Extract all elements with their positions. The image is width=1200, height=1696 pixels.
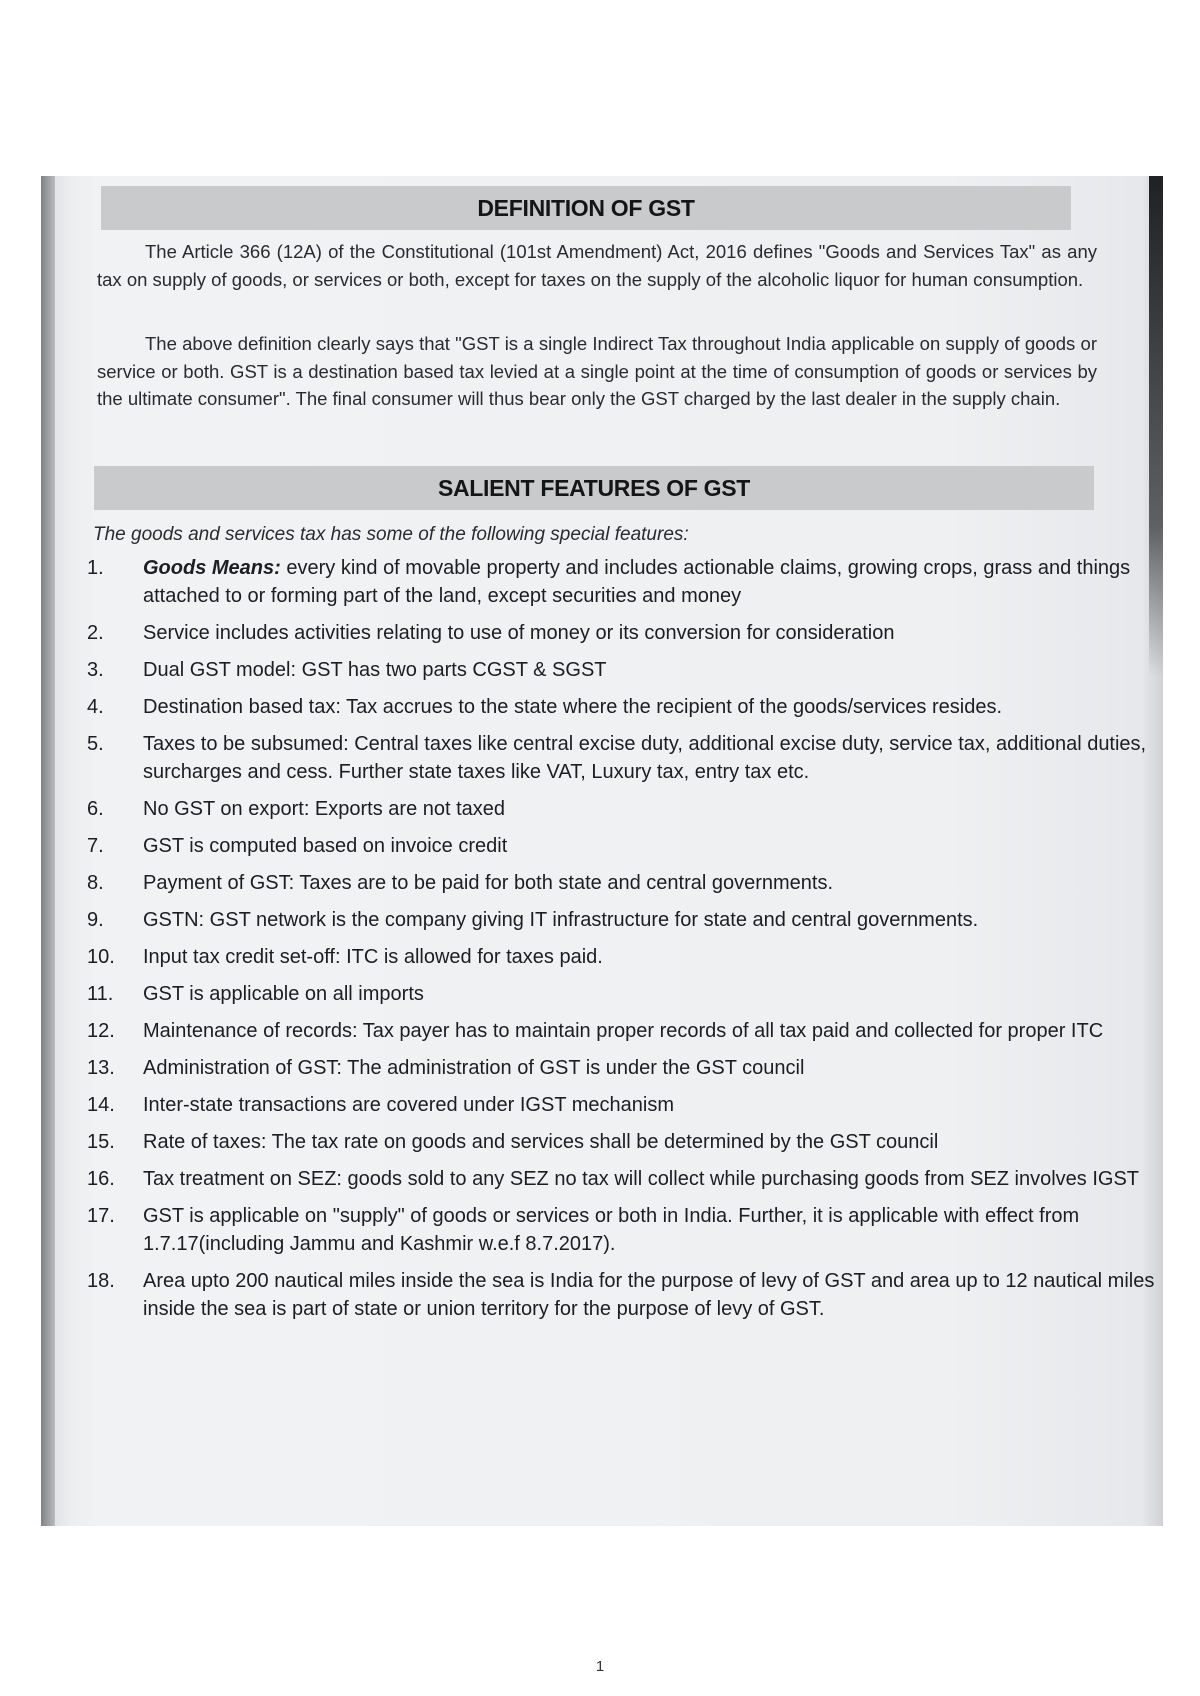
list-item-number: 15. [87, 1131, 115, 1153]
salient-features-heading: SALIENT FEATURES OF GST [94, 466, 1094, 510]
list-item [87, 619, 1162, 647]
list-item-text [143, 1202, 1162, 1258]
list-item-body: Taxes to be subsumed: Central taxes like central excise duty, additional excise duty, service tax, additional duties, surcharges and cess. Further state taxes like VAT, Luxury tax, entry tax etc. [143, 733, 1147, 783]
list-item [87, 795, 1162, 823]
list-item-number: 9. [87, 909, 104, 931]
list-item [87, 656, 1162, 684]
list-item-body: GSTN: GST network is the company giving IT infrastructure for state and central governments. [143, 909, 979, 931]
list-item-text [143, 693, 1162, 721]
list-item [87, 943, 1162, 971]
list-item-text [143, 730, 1162, 786]
list-item-text [143, 1017, 1162, 1045]
definition-heading: DEFINITION OF GST [101, 186, 1071, 230]
list-item [87, 1017, 1162, 1045]
list-item-number: 14. [87, 1094, 115, 1116]
list-item-body: Tax treatment on SEZ: goods sold to any SEZ no tax will collect while purchasing goods from SEZ involves IGST [143, 1168, 1140, 1190]
list-item-text [143, 619, 1162, 647]
list-item-text [143, 1267, 1162, 1323]
scanned-page-photo [41, 176, 1163, 1526]
list-item-body: No GST on export: Exports are not taxed [143, 798, 506, 820]
list-item [87, 1054, 1162, 1082]
list-item-text [143, 1054, 1162, 1082]
list-item [87, 1267, 1162, 1323]
list-item-body: Administration of GST: The administration of GST is under the GST council [143, 1057, 805, 1079]
list-item-body: Input tax credit set-off: ITC is allowed for taxes paid. [143, 946, 603, 968]
list-item-text [143, 943, 1162, 971]
list-item-number: 12. [87, 1020, 115, 1042]
list-item-body: Service includes activities relating to use of money or its conversion for consideration [143, 622, 895, 644]
list-item-number: 10. [87, 946, 115, 968]
list-item-text [143, 980, 1162, 1008]
list-item [87, 693, 1162, 721]
list-item-number: 18. [87, 1270, 115, 1292]
list-item [87, 730, 1162, 786]
list-item-number: 2. [87, 622, 104, 644]
list-item-body: every kind of movable property and includes actionable claims, growing crops, grass and things attached to or forming part of the land, except securities and money [143, 557, 1131, 607]
list-item-number: 7. [87, 835, 104, 857]
list-item [87, 980, 1162, 1008]
list-item-body: Inter-state transactions are covered under IGST mechanism [143, 1094, 674, 1116]
list-item-body: Payment of GST: Taxes are to be paid for both state and central governments. [143, 872, 834, 894]
list-item-number: 17. [87, 1205, 115, 1227]
list-item-text [143, 1091, 1162, 1119]
list-item-body: GST is computed based on invoice credit [143, 835, 508, 857]
list-item-number: 11. [87, 983, 114, 1005]
list-item-number: 8. [87, 872, 104, 894]
list-item-body: Dual GST model: GST has two parts CGST & SGST [143, 659, 607, 681]
list-item-text [143, 869, 1162, 897]
list-item [87, 554, 1162, 610]
list-item-body: GST is applicable on "supply" of goods or services or both in India. Further, it is applicable with effect from 1.7.17(including Jammu and Kashmir w.e.f 8.7.2017). [143, 1205, 1080, 1255]
list-item-number: 6. [87, 798, 104, 820]
list-item-body: Area upto 200 nautical miles inside the sea is India for the purpose of levy of GST and area up to 12 nautical miles inside the sea is part of state or union territory for the purpose of levy of GST. [143, 1270, 1155, 1320]
list-item-number: 4. [87, 696, 104, 718]
page-number: 1 [595, 1658, 605, 1675]
list-item-text [143, 906, 1162, 934]
list-item-text [143, 656, 1162, 684]
list-item-number: 16. [87, 1168, 115, 1190]
list-item-text [143, 795, 1162, 823]
list-item-text [143, 1165, 1162, 1193]
list-item-body: Rate of taxes: The tax rate on goods and services shall be determined by the GST council [143, 1131, 939, 1153]
list-item-body: Destination based tax: Tax accrues to the state where the recipient of the goods/services resides. [143, 696, 1002, 718]
list-item-lead: Goods Means: [143, 557, 281, 579]
list-item [87, 869, 1162, 897]
list-item-number: 13. [87, 1057, 115, 1079]
list-item [87, 1165, 1162, 1193]
list-item-number: 3. [87, 659, 104, 681]
list-item [87, 1202, 1162, 1258]
list-item-text [143, 1128, 1162, 1156]
list-item-number: 5. [87, 733, 104, 755]
list-item-text [143, 554, 1162, 610]
list-item-body: GST is applicable on all imports [143, 983, 424, 1005]
list-item-body: Maintenance of records: Tax payer has to maintain proper records of all tax paid and collected for proper ITC [143, 1020, 1104, 1042]
list-item-number: 1. [87, 557, 104, 579]
salient-features-intro: The goods and services tax has some of the following special features: [93, 524, 689, 545]
list-item [87, 906, 1162, 934]
list-item [87, 832, 1162, 860]
definition-paragraph-1: The Article 366 (12A) of the Constitutional (101st Amendment) Act, 2016 defines "Goods and Services Tax" as any tax on supply of goods, or services or both, except for taxes on the supply of the alcoholic liquor for human consumption. [97, 241, 1097, 290]
list-item [87, 1128, 1162, 1156]
features-list [87, 554, 1162, 1332]
list-item-text [143, 832, 1162, 860]
list-item [87, 1091, 1162, 1119]
definition-paragraph-2: The above definition clearly says that "GST is a single Indirect Tax throughout India applicable on supply of goods or service or both. GST is a destination based tax levied at a single point at the time of consumption of goods or services by the ultimate consumer". The final consumer will thus bear only the GST charged by the last dealer in the supply chain. [97, 333, 1097, 409]
